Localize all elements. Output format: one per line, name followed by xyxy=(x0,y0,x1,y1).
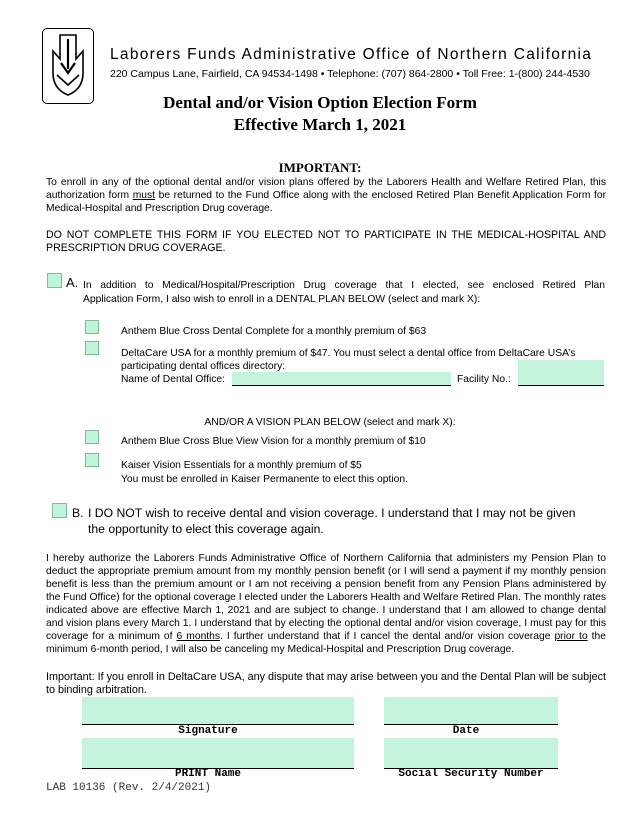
dental-office-input[interactable] xyxy=(232,372,451,386)
anthem-dental-label: Anthem Blue Cross Dental Complete for a monthly premium of $63 xyxy=(121,326,427,337)
shield-logo-icon xyxy=(43,29,93,102)
option-a-text-line1: In addition to Medical/Hospital/Prescription Drug coverage that I elected, see enclosed Retired Plan xyxy=(83,280,605,291)
anthem-vision-label: Anthem Blue Cross Blue View Vision for a monthly premium of $10 xyxy=(121,436,426,447)
anthem-vision-checkbox[interactable] xyxy=(85,430,99,444)
signature-field[interactable] xyxy=(82,697,354,725)
deltacare-checkbox[interactable] xyxy=(85,341,99,355)
important-text-cont: be returned to the Fund Office along with the enclosed Retired Plan Benefit Application Form for Medical-Hospital and Prescription Drug coverage. xyxy=(46,190,607,214)
option-a-letter: A. xyxy=(66,275,79,290)
kaiser-vision-checkbox[interactable] xyxy=(85,453,99,467)
ssn-label: Social Security Number xyxy=(398,768,544,780)
bullet-separator: • xyxy=(320,68,325,80)
dispute-notice: Important: If you enroll in DeltaCare USA, any dispute that may arise between you and the Dental Plan will be subject to binding arbitration. xyxy=(46,671,606,696)
option-b-letter: B. xyxy=(72,506,84,520)
authorization-paragraph xyxy=(46,552,606,656)
date-label: Date xyxy=(452,725,480,737)
facility-number-input[interactable] xyxy=(518,360,604,386)
deltacare-label: DeltaCare USA for a monthly premium of $47. You must select a dental office from DeltaCare USA’s xyxy=(121,348,576,359)
org-name: Laborers Funds Administrative Office of Northern California xyxy=(110,46,593,63)
form-effective-date: Effective March 1, 2021 xyxy=(233,115,407,134)
telephone: Telephone: (707) 864-2800 xyxy=(327,68,454,80)
kaiser-vision-label-2: You must be enrolled in Kaiser Permanente to elect this option. xyxy=(121,474,408,485)
six-months-emphasis: 6 months xyxy=(176,631,221,642)
important-heading: IMPORTANT: xyxy=(278,160,362,175)
print-name-label: PRINT Name xyxy=(174,768,241,780)
date-field[interactable] xyxy=(384,697,558,725)
print-name-field[interactable] xyxy=(82,738,354,769)
contact-line xyxy=(110,68,590,80)
option-b-line2: the opportunity to elect this coverage again. xyxy=(88,522,324,536)
option-a-text-line2: Application Form, I also wish to enroll in a DENTAL PLAN BELOW (select and mark X): xyxy=(83,294,481,305)
bullet-separator: • xyxy=(456,68,460,80)
kaiser-vision-label: Kaiser Vision Essentials for a monthly premium of $5 xyxy=(121,460,362,471)
must-emphasis: must xyxy=(132,190,156,201)
option-b-line1: I DO NOT wish to receive dental and vision coverage. I understand that I may not be given xyxy=(88,506,576,520)
facility-label: Facility No.: xyxy=(457,374,511,385)
ssn-field[interactable] xyxy=(384,738,558,769)
prior-to-emphasis: prior to xyxy=(554,631,588,642)
authorization-text-end: the minimum 6-month period, I will also be canceling my Medical-Hospital and Prescription Drug coverage. xyxy=(46,631,606,655)
authorization-text-cont: . I further understand that if I cancel the dental and/or vision coverage xyxy=(220,631,555,642)
deltacare-label-2: participating dental offices directory: xyxy=(121,361,286,372)
signature-label: Signature xyxy=(178,725,238,737)
important-text: To enroll in any of the optional dental and/or vision plans offered by the Laborers Health and Welfare Retired Plan, this authorization form xyxy=(46,177,606,201)
do-not-complete-notice: DO NOT COMPLETE THIS FORM IF YOU ELECTED NOT TO PARTICIPATE IN THE MEDICAL-HOSPITAL AND PRESCRIPTION DRUG COVERAGE. xyxy=(46,229,606,254)
option-a-checkbox[interactable] xyxy=(47,273,62,288)
dental-office-label: Name of Dental Office: xyxy=(121,374,225,385)
form-title: Dental and/or Vision Option Election Form xyxy=(163,93,477,112)
anthem-dental-checkbox[interactable] xyxy=(85,320,99,334)
important-paragraph xyxy=(46,176,606,215)
form-id: LAB 10136 (Rev. 2/4/2021) xyxy=(46,782,212,794)
option-b-checkbox[interactable] xyxy=(52,503,67,518)
address: 220 Campus Lane, Fairfield, CA 94534-1498 xyxy=(110,68,318,80)
toll-free: Toll Free: 1-(800) 244-4530 xyxy=(462,68,590,80)
authorization-text: I hereby authorize the Laborers Funds Administrative Office of Northern California that administers my Pension Plan to deduct the appropriate premium amount from my monthly pension benefit (or I will send a payment if my monthly pension benefit is less than the premium amount or I am not receiving a pension benefit from any Pension Plans administered by the Fund Office) for the optional coverage I elected under the Laborers Health and Welfare Retired Plan. The monthly rates indicated above are effective March 1, 2021 and are subject to change. I understand that I am allowed to change dental and vision plans every March 1. I understand that by electing the optional dental and/or vision coverage, I must pay for this coverage for a minimum of xyxy=(46,553,606,642)
vision-heading: AND/OR A VISION PLAN BELOW (select and mark X): xyxy=(204,417,456,428)
